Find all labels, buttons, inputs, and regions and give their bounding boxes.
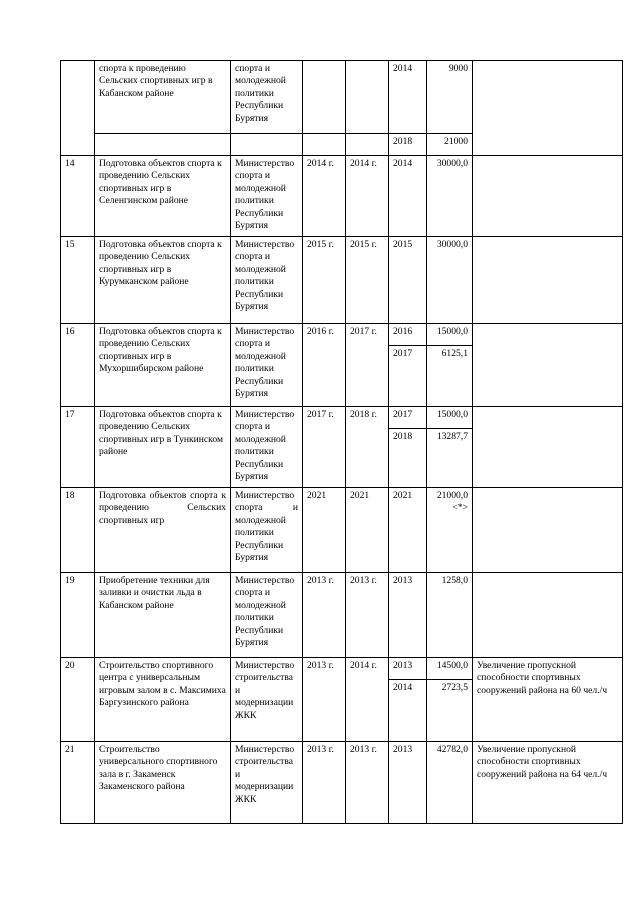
expected-result — [473, 237, 623, 324]
executor: Министерство спорта и молодежной политики Республики Бурятия — [231, 488, 303, 573]
start-year — [303, 61, 346, 134]
finance-year: 2017 — [389, 346, 427, 407]
expected-result — [473, 61, 623, 156]
finance-year: 2018 — [389, 134, 427, 156]
finance-year: 2015 — [389, 237, 427, 324]
table-row — [61, 742, 623, 824]
measure-name: Приобретение техники для заливки и очистки льда в Кабанском районе — [95, 573, 231, 658]
start-year: 2014 г. — [303, 156, 346, 237]
measure-name: Подготовка объектов спорта к проведению Сельских спортивных игр в Тункинском районе — [95, 407, 231, 488]
table-row — [61, 573, 623, 658]
finance-year: 2014 — [389, 680, 427, 742]
finance-year: 2016 — [389, 324, 427, 346]
expected-result: Увеличение пропускной способности спортивных сооружений района на 60 чел./ч — [473, 658, 623, 742]
start-year: 2021 — [303, 488, 346, 573]
end-year — [346, 134, 389, 156]
executor: Министерство спорта и молодежной политики Республики Бурятия — [231, 237, 303, 324]
executor: Министерство спорта и молодежной политики Республики Бурятия — [231, 573, 303, 658]
finance-amount: 15000,0 — [427, 324, 473, 346]
table-row — [61, 324, 623, 346]
start-year: 2017 г. — [303, 407, 346, 488]
expected-result — [473, 324, 623, 407]
end-year: 2021 — [346, 488, 389, 573]
row-number: 18 — [61, 488, 95, 573]
finance-year: 2018 — [389, 429, 427, 488]
table-row — [61, 156, 623, 237]
finance-year: 2013 — [389, 658, 427, 680]
finance-amount: 42782,0 — [427, 742, 473, 824]
measure-name: Подготовка объектов спорта к проведению Сельских спортивных игр в Курумканском районе — [95, 237, 231, 324]
table-row — [61, 61, 623, 134]
end-year: 2014 г. — [346, 658, 389, 742]
finance-year: 2021 — [389, 488, 427, 573]
table-row — [61, 407, 623, 429]
table-row — [61, 237, 623, 324]
finance-amount: 21000,0 <*> — [427, 488, 473, 573]
executor: Министерство спорта и молодежной политики Республики Бурятия — [231, 156, 303, 237]
end-year: 2013 г. — [346, 573, 389, 658]
start-year: 2013 г. — [303, 742, 346, 824]
table-row — [61, 488, 623, 573]
executor: Министерство строительства и модернизации ЖКК — [231, 742, 303, 824]
row-number: 20 — [61, 658, 95, 742]
end-year: 2015 г. — [346, 237, 389, 324]
finance-year: 2017 — [389, 407, 427, 429]
row-number: 16 — [61, 324, 95, 407]
end-year: 2017 г. — [346, 324, 389, 407]
finance-year: 2014 — [389, 156, 427, 237]
finance-amount: 1258,0 — [427, 573, 473, 658]
expected-result — [473, 156, 623, 237]
end-year: 2018 г. — [346, 407, 389, 488]
executor: Министерство строительства и модернизации ЖКК — [231, 658, 303, 742]
row-number: 15 — [61, 237, 95, 324]
measure-name: Строительство универсального спортивного зала в г. Закаменск Закаменского района — [95, 742, 231, 824]
expected-result — [473, 488, 623, 573]
start-year: 2015 г. — [303, 237, 346, 324]
table-row — [61, 658, 623, 680]
finance-year: 2014 — [389, 61, 427, 134]
row-number: 14 — [61, 156, 95, 237]
row-number: 17 — [61, 407, 95, 488]
measure-name: Подготовка объектов спорта к проведению Сельских спортивных игр — [95, 488, 231, 573]
expected-result — [473, 407, 623, 488]
measure-name: Подготовка объектов спорта к проведению Сельских спортивных игр в Селенгинском районе — [95, 156, 231, 237]
measure-name: Строительство спортивного центра с универсальным игровым залом в с. Максимиха Баргузинского района — [95, 658, 231, 742]
measure-name: Подготовка объектов спорта к проведению Сельских спортивных игр в Мухоршибирском районе — [95, 324, 231, 407]
end-year: 2014 г. — [346, 156, 389, 237]
start-year: 2013 г. — [303, 658, 346, 742]
start-year: 2016 г. — [303, 324, 346, 407]
row-number: 21 — [61, 742, 95, 824]
expected-result — [473, 573, 623, 658]
executor: спорта и молодежной политики Республики Бурятия — [231, 61, 303, 134]
finance-amount: 9000 — [427, 61, 473, 134]
measure-name: спорта к проведению Сельских спортивных игр в Кабанском районе — [95, 61, 231, 134]
start-year — [303, 134, 346, 156]
finance-amount: 15000,0 — [427, 407, 473, 429]
end-year: 2013 г. — [346, 742, 389, 824]
finance-amount: 2723,5 — [427, 680, 473, 742]
executor: Министерство спорта и молодежной политики Республики Бурятия — [231, 324, 303, 407]
measure-name — [95, 134, 231, 156]
finance-amount: 13287,7 — [427, 429, 473, 488]
expected-result: Увеличение пропускной способности спортивных сооружений района на 64 чел./ч — [473, 742, 623, 824]
end-year — [346, 61, 389, 134]
finance-amount: 30000,0 — [427, 156, 473, 237]
finance-amount: 21000 — [427, 134, 473, 156]
finance-year: 2013 — [389, 742, 427, 824]
finance-amount: 6125,1 — [427, 346, 473, 407]
finance-amount: 30000,0 — [427, 237, 473, 324]
executor: Министерство спорта и молодежной политики Республики Бурятия — [231, 407, 303, 488]
finance-amount: 14500,0 — [427, 658, 473, 680]
executor — [231, 134, 303, 156]
measures-table — [60, 60, 623, 824]
row-number — [61, 61, 95, 156]
row-number: 19 — [61, 573, 95, 658]
finance-year: 2013 — [389, 573, 427, 658]
start-year: 2013 г. — [303, 573, 346, 658]
